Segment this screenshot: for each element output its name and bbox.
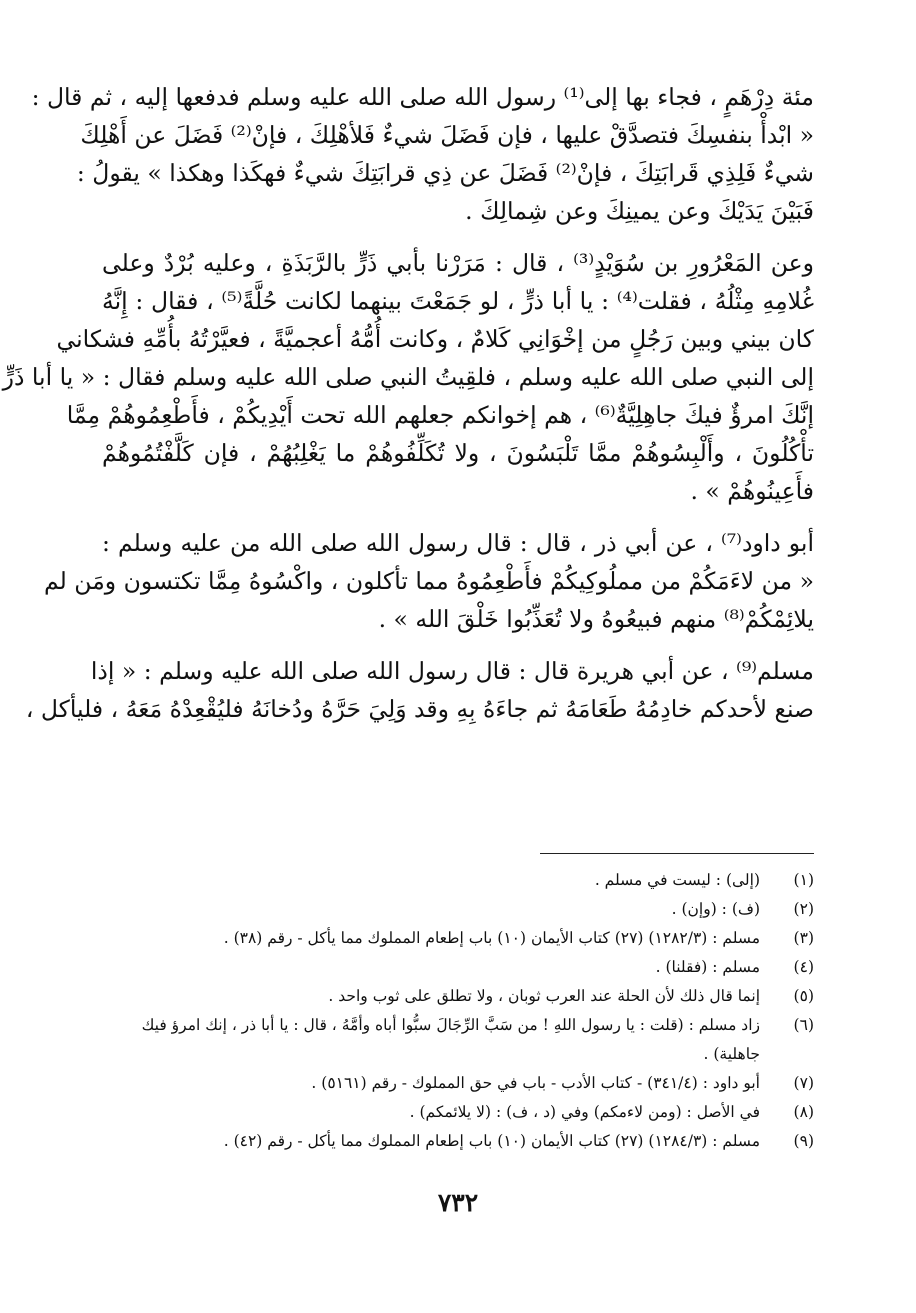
- footnote-item: [102, 1098, 814, 1127]
- footnote-number: (٦): [793, 1016, 814, 1034]
- footnote-number: (٢): [793, 900, 814, 918]
- footnote-text: أبو داود : (٣٤١/٤) - كتاب الأدب - باب في حق المملوك - رقم (٥١٦١) .: [311, 1074, 760, 1092]
- footnote-text: مسلم : (فقلنا) .: [655, 958, 760, 976]
- text-line: كان بيني وبين رَجُلٍ من إخْوَانِي كَلامٌ ، وكانت أُمُّهُ أعجميَّةً ، فعيَّرْتُهُ بأُمِّهِ فشكاني: [56, 325, 814, 353]
- main-text: [2, 78, 814, 728]
- text-line: صنع لأحدكم خادِمُهُ طَعَامَهُ ثم جاءَهُ بِهِ وقد وَلِيَ حَرَّهُ ودُخانَهُ فليُقْعِدْهُ مَعَهُ ، فليأكل ،: [25, 695, 814, 723]
- footnote-text: مسلم : (١٢٨٢/٣) (٢٧) كتاب الأيمان (١٠) باب إطعام المملوك مما يأكل - رقم (٣٨) .: [223, 929, 760, 947]
- text-line: فَبَيْنَ يَدَيْكَ وعن يمينِكَ وعن شِمالِكَ .: [465, 197, 814, 225]
- footnote-text: زاد مسلم : (قلت : يا رسول اللهِ ! من سَبَّ الرِّجَالَ سبُّوا أباه وأمَّهُ ، قال : يا أبا ذر ، إنك امرؤ فيك جاهلية) .: [141, 1016, 760, 1063]
- footnote-separator: [540, 853, 814, 854]
- footnote-text: (ف) : (وإن) .: [671, 900, 760, 918]
- text-line: « ابْدأْ بنفسِكَ فتصدَّقْ عليها ، فإن فَضَلَ شيءٌ فَلأهْلِكَ ، فإنْ⁽²⁾ فَضَلَ عن أَهْلِكَ: [80, 121, 814, 149]
- footnote-item: [102, 953, 814, 982]
- footnote-number: (٧): [793, 1074, 814, 1092]
- footnote-number: (٥): [793, 987, 814, 1005]
- footnote-number: (٩): [793, 1132, 814, 1150]
- paragraph-1: [31, 78, 814, 230]
- footnote-number: (٨): [793, 1103, 814, 1121]
- footnote-number: (١): [793, 871, 814, 889]
- footnote-item: [102, 895, 814, 924]
- paragraph-4: [25, 652, 814, 728]
- footnote-number: (٣): [793, 929, 814, 947]
- text-line: أبو داود⁽⁷⁾ ، عن أبي ذر ، قال : قال رسول الله صلى الله من عليه وسلم :: [102, 529, 814, 557]
- text-line: مئة دِرْهَمٍ ، فجاء بها إلى⁽¹⁾ رسول الله صلى الله عليه وسلم فدفعها إليه ، ثم قال :: [31, 83, 814, 111]
- footnote-text: إنما قال ذلك لأن الحلة عند العرب ثوبان ، ولا تطلق على ثوب واحد .: [328, 987, 760, 1005]
- footnote-item: [102, 1069, 814, 1098]
- page-number: ٧٣٢: [437, 1188, 479, 1217]
- footnote-text: مسلم : (١٢٨٤/٣) (٢٧) كتاب الأيمان (١٠) باب إطعام المملوك مما يأكل - رقم (٤٢) .: [223, 1132, 760, 1150]
- footnotes: [102, 866, 814, 1156]
- text-line: إنَّكَ امرؤٌ فيكَ جاهِلِيَّةٌ⁽⁶⁾ ، هم إخوانكم جعلهم الله تحت أَيْدِيكُمْ ، فأَطْعِمُوهُمْ مِمَّا: [66, 401, 814, 429]
- text-line: فأَعِينُوهُمْ » .: [690, 477, 814, 505]
- text-line: « من لاءَمَكُمْ من مملُوكِيكُمْ فأَطْعِمُوهُ مما تأكلون ، واكْسُوهُ مِمَّا تكتسون ومَن لم: [44, 567, 814, 595]
- footnote-item: [102, 1127, 814, 1156]
- text-line: وعن المَعْرُورِ بن سُوَيْدٍ⁽³⁾ ، قال : مَرَرْنا بأبي ذَرٍّ بالرَّبَذَةِ ، وعليه بُرْدٌ وعلى: [102, 249, 814, 277]
- footnote-item: [102, 982, 814, 1011]
- footnote-item: [102, 866, 814, 895]
- text-line: غُلامِهِ مِثْلُهُ ، فقلت⁽⁴⁾ : يا أبا ذرٍّ ، لو جَمَعْتَ بينهما لكانت حُلَّةً⁽⁵⁾ ، فقال : إِنَّهُ: [102, 287, 814, 315]
- text-line: إلى النبي صلى الله عليه وسلم ، فلقِيتُ النبي صلى الله عليه وسلم فقال : « يا أبا ذَرٍّ: [2, 363, 814, 391]
- text-line: مسلم⁽⁹⁾ ، عن أبي هريرة قال : قال رسول الله صلى الله عليه وسلم : « إذا: [90, 657, 814, 685]
- footnote-item: [102, 1011, 814, 1069]
- paragraph-2: [2, 244, 814, 510]
- paragraph-3: [44, 524, 814, 638]
- footnote-number: (٤): [793, 958, 814, 976]
- text-line: تأْكُلُونَ ، وأَلْبِسُوهُمْ ممَّا تَلْبَسُونَ ، ولا تُكَلِّفُوهُمْ ما يَغْلِبُهُمْ ، فإن كَلَّفْتُمُوهُمْ: [102, 439, 814, 467]
- text-line: شيءٌ فَلِذِي قَرابَتِكَ ، فإنْ⁽²⁾ فَضَلَ عن ذِي قرابَتِكَ شيءٌ فهكَذا وهكذا » يقولُ :: [76, 159, 814, 187]
- footnote-item: [102, 924, 814, 953]
- text-line: يلائِمْكُمْ⁽⁸⁾ منهم فبيعُوهُ ولا تُعَذِّبُوا خَلْقَ الله » .: [378, 605, 814, 633]
- footnote-text: في الأصل : (ومن لاءمكم) وفي (د ، ف) : (لا يلائمكم) .: [409, 1103, 760, 1121]
- footnote-text: (إلى) : ليست في مسلم .: [594, 871, 760, 889]
